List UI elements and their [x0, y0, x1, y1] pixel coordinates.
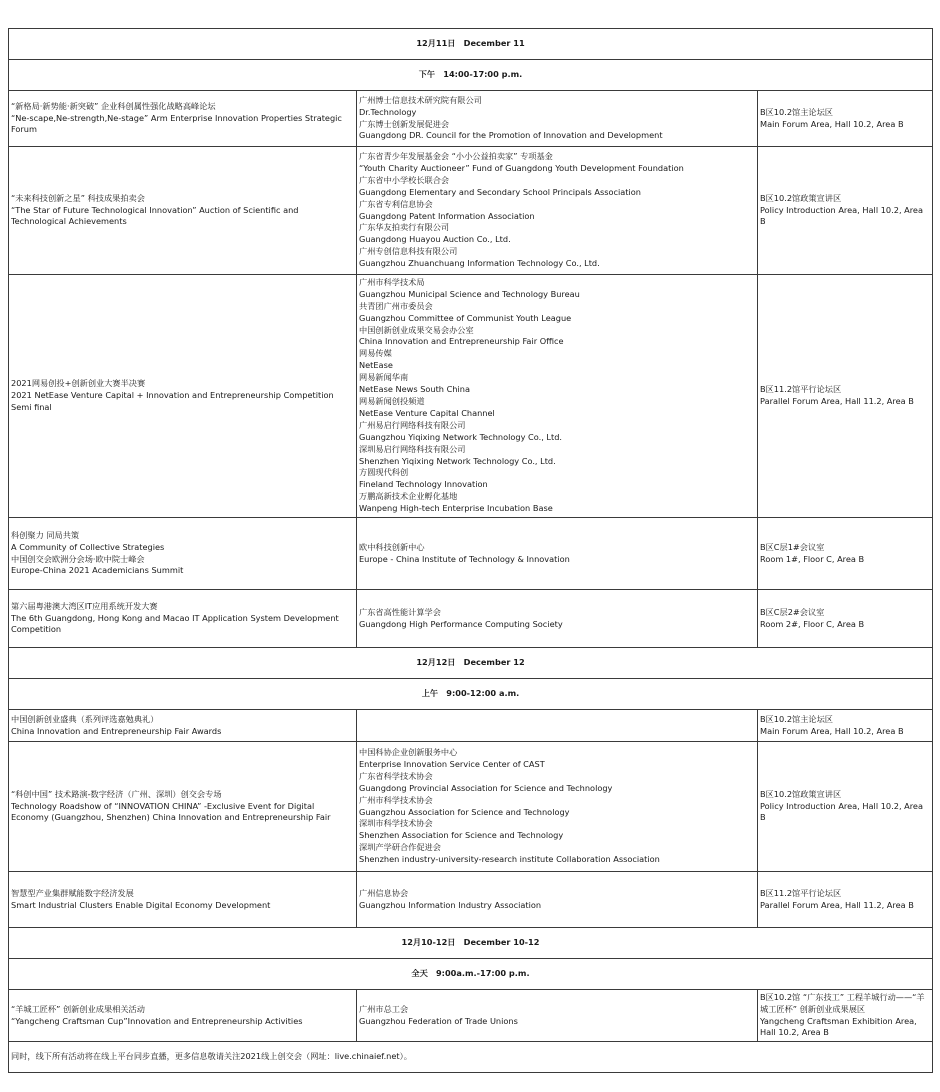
text-line: Shenzhen industry-university-research institute Collaboration Association	[359, 854, 660, 865]
organizers-cell	[357, 872, 758, 928]
text-line: 中国创新创业成果交易会办公室	[359, 324, 474, 335]
text-line: Policy Introduction Area, Hall 10.2, Area B	[760, 204, 923, 227]
text-line: 深圳易启行网络科技有限公司	[359, 443, 466, 454]
text-line: 欧中科技创新中心	[359, 541, 425, 552]
venue-cell	[758, 990, 933, 1042]
time-header	[9, 959, 933, 990]
text-line: 中国创交会欧洲分会场·欧中院士峰会	[11, 553, 145, 564]
time-header-row	[9, 679, 933, 710]
event-name-cell	[9, 275, 357, 518]
date-header-row	[9, 928, 933, 959]
event-row	[9, 710, 933, 742]
text-line: NetEase News South China	[359, 384, 470, 395]
text-line: 广东省中小学校长联合会	[359, 174, 450, 185]
text-line: 2021网易创投+创新创业大赛半决赛	[11, 378, 146, 389]
text-line: 万鹏高新技术企业孵化基地	[359, 491, 458, 502]
date-header	[9, 648, 933, 679]
text-line: “未来科技创新之星” 科技成果拍卖会	[11, 192, 145, 203]
text-line: NetEase	[359, 360, 393, 371]
date-label: 12月10-12日 December 10-12	[401, 937, 540, 948]
text-line: 广东华友拍卖行有限公司	[359, 222, 450, 233]
text-line: 中国科协企业创新服务中心	[359, 746, 458, 757]
text-line: The 6th Guangdong, Hong Kong and Macao IT Application System Development Competition	[11, 612, 339, 635]
event-row	[9, 275, 933, 518]
text-line: Enterprise Innovation Service Center of CAST	[359, 758, 545, 769]
text-line: A Community of Collective Strategies	[11, 541, 165, 552]
text-line: Shenzhen Association for Science and Technology	[359, 830, 564, 841]
text-line: B区10.2馆政策宣讲区	[760, 788, 842, 799]
text-line: Technology Roadshow of “INNOVATION CHINA” -Exclusive Event for Digital Economy (Guangzhou, Shenzhen) China Innovation and Entrepreneurship Fair	[11, 800, 331, 823]
event-row	[9, 147, 933, 275]
text-line: 中国创新创业盛典（系列评选嘉勉典礼）	[11, 713, 159, 724]
event-name-cell	[9, 91, 357, 147]
time-header-row	[9, 60, 933, 91]
text-line: NetEase Venture Capital Channel	[359, 407, 495, 418]
text-line: Guangdong Elementary and Secondary School Principals Association	[359, 186, 641, 197]
event-row	[9, 590, 933, 648]
text-line: Main Forum Area, Hall 10.2, Area B	[760, 118, 904, 129]
text-line: Europe-China 2021 Academicians Summit	[11, 565, 184, 576]
text-line: 广州易启行网络科技有限公司	[359, 419, 466, 430]
text-line: “Ne-scape,Ne-strength,Ne-stage” Arm Enterprise Innovation Properties Strategic Forum	[11, 112, 342, 135]
text-line: Shenzhen Yiqixing Network Technology Co., Ltd.	[359, 455, 556, 466]
text-line: 网易传媒	[359, 348, 392, 359]
text-line: B区C层2#会议室	[760, 606, 825, 617]
time-header-row	[9, 959, 933, 990]
text-line: 智慧型产业集群赋能数字经济发展	[11, 887, 134, 898]
text-line: 深圳市科学技术协会	[359, 818, 433, 829]
time-header	[9, 60, 933, 91]
text-line: “新格局·新势能·新突破” 企业科创属性强化战略高峰论坛	[11, 100, 216, 111]
date-header	[9, 29, 933, 60]
schedule-table	[8, 28, 933, 1073]
text-line: China Innovation and Entrepreneurship Fair Awards	[11, 725, 222, 736]
event-name-cell	[9, 710, 357, 742]
text-line: 第六届粤港澳大湾区IT应用系统开发大赛	[11, 600, 158, 611]
text-line: 广州市总工会	[359, 1003, 409, 1014]
time-label: 上午 9:00-12:00 a.m.	[421, 688, 520, 699]
event-name-cell	[9, 518, 357, 590]
organizers-cell	[357, 518, 758, 590]
text-line: Smart Industrial Clusters Enable Digital Economy Development	[11, 899, 271, 910]
venue-cell	[758, 710, 933, 742]
event-row	[9, 990, 933, 1042]
text-line: Yangcheng Craftsman Exhibition Area, Hall 10.2, Area B	[760, 1015, 917, 1038]
text-line: B区11.2馆平行论坛区	[760, 384, 842, 395]
text-line: 深圳产学研合作促进会	[359, 842, 441, 853]
text-line: B区C层1#会议室	[760, 541, 825, 552]
time-label: 全天 9:00a.m.-17:00 p.m.	[411, 968, 530, 979]
text-line: Parallel Forum Area, Hall 11.2, Area B	[760, 396, 914, 406]
text-line: Room 1#, Floor C, Area B	[760, 553, 865, 564]
text-line: 广东博士创新发展促进会	[359, 118, 450, 129]
schedule-body	[9, 29, 933, 1073]
event-row	[9, 742, 933, 872]
text-line: 广东省专利信息协会	[359, 198, 433, 209]
text-line: Guangzhou Municipal Science and Technology Bureau	[359, 288, 580, 299]
text-line: B区10.2馆 “广东技工” 工程羊城行动——“羊城工匠杯” 创新创业成果展区	[760, 991, 925, 1014]
text-line: 广州专创信息科技有限公司	[359, 246, 458, 257]
organizers-cell	[357, 91, 758, 147]
text-line: “The Star of Future Technological Innovation” Auction of Scientific and Technological Achievements	[11, 204, 299, 227]
event-row	[9, 91, 933, 147]
venue-cell	[758, 91, 933, 147]
text-line: 广州市科学技术局	[359, 276, 425, 287]
text-line: “羊城工匠杯” 创新创业成果相关活动	[11, 1003, 145, 1014]
organizers-cell	[357, 275, 758, 518]
footer-row	[9, 1042, 933, 1073]
organizers-cell	[357, 742, 758, 872]
venue-cell	[758, 275, 933, 518]
text-line: Guangzhou Federation of Trade Unions	[359, 1015, 518, 1026]
venue-cell	[758, 742, 933, 872]
text-line: B区10.2馆主论坛区	[760, 106, 833, 117]
event-name-cell	[9, 147, 357, 275]
text-line: Guangzhou Yiqixing Network Technology Co., Ltd.	[359, 431, 563, 442]
text-line: Guangdong Provincial Association for Science and Technology	[359, 782, 613, 793]
text-line: “Youth Charity Auctioneer” Fund of Guangdong Youth Development Foundation	[359, 162, 684, 173]
text-line: 网易新闻创投频道	[359, 396, 425, 406]
date-label: 12月11日 December 11	[416, 38, 525, 49]
text-line: Guangzhou Zhuanchuang Information Technology Co., Ltd.	[359, 258, 600, 269]
event-name-cell	[9, 990, 357, 1042]
organizers-cell	[357, 147, 758, 275]
text-line: “Yangcheng Craftsman Cup”Innovation and Entrepreneurship Activities	[11, 1015, 303, 1026]
text-line: Europe - China Institute of Technology & Innovation	[359, 553, 570, 564]
text-line: B区10.2馆政策宣讲区	[760, 192, 842, 203]
text-line: Main Forum Area, Hall 10.2, Area B	[760, 725, 904, 736]
venue-cell	[758, 147, 933, 275]
text-line: 广州博士信息技术研究院有限公司	[359, 94, 482, 105]
date-header-row	[9, 648, 933, 679]
text-line: 2021 NetEase Venture Capital + Innovation and Entrepreneurship Competition Semi final	[11, 390, 334, 412]
venue-cell	[758, 590, 933, 648]
text-line: Guangzhou Association for Science and Technology	[359, 806, 570, 817]
event-name-cell	[9, 742, 357, 872]
event-row	[9, 872, 933, 928]
text-line: Guangdong DR. Council for the Promotion of Innovation and Development	[359, 130, 663, 141]
text-line: B区11.2馆平行论坛区	[760, 887, 842, 898]
organizers-cell	[357, 710, 758, 742]
text-line: 科创聚力 同局共策	[11, 529, 80, 540]
text-line: Guangzhou Committee of Communist Youth League	[359, 312, 572, 323]
text-line: 广东省青少年发展基金会 “小小公益拍卖家” 专项基金	[359, 150, 553, 161]
footer-note: 同时，线下所有活动将在线上平台同步直播，更多信息敬请关注2021线上创交会（网址：live.chinaief.net）。	[9, 1042, 933, 1073]
text-line: Guangdong Huayou Auction Co., Ltd.	[359, 234, 511, 245]
time-header	[9, 679, 933, 710]
organizers-cell	[357, 990, 758, 1042]
text-line: Wanpeng High-tech Enterprise Incubation Base	[359, 503, 553, 514]
text-line: Dr.Technology	[359, 106, 417, 117]
text-line: “科创中国” 技术路演-数字经济（广州、深圳）创交会专场	[11, 788, 222, 799]
text-line: 网易新闻华南	[359, 372, 409, 383]
event-name-cell	[9, 872, 357, 928]
text-line: 广州信息协会	[359, 887, 409, 898]
date-header	[9, 928, 933, 959]
text-line: B区10.2馆主论坛区	[760, 713, 833, 724]
event-row	[9, 518, 933, 590]
date-label: 12月12日 December 12	[416, 657, 525, 668]
text-line: 方圆现代科创	[359, 467, 409, 478]
text-line: Guangdong Patent Information Association	[359, 210, 535, 221]
text-line: 广州市科学技术协会	[359, 794, 433, 805]
text-line: Policy Introduction Area, Hall 10.2, Area B	[760, 800, 923, 823]
time-label: 下午 14:00-17:00 p.m.	[418, 69, 523, 80]
event-name-cell	[9, 590, 357, 648]
text-line: Guangzhou Information Industry Association	[359, 899, 542, 910]
text-line: Guangdong High Performance Computing Society	[359, 618, 563, 629]
text-line: 共青团广州市委员会	[359, 300, 433, 311]
text-line: Room 2#, Floor C, Area B	[760, 618, 865, 629]
organizers-cell	[357, 590, 758, 648]
text-line: China Innovation and Entrepreneurship Fair Office	[359, 336, 564, 347]
text-line: Parallel Forum Area, Hall 11.2, Area B	[760, 899, 914, 910]
venue-cell	[758, 518, 933, 590]
date-header-row	[9, 29, 933, 60]
venue-cell	[758, 872, 933, 928]
text-line: 广东省高性能计算学会	[359, 606, 441, 617]
text-line: 广东省科学技术协会	[359, 770, 433, 781]
text-line: Fineland Technology Innovation	[359, 479, 488, 490]
